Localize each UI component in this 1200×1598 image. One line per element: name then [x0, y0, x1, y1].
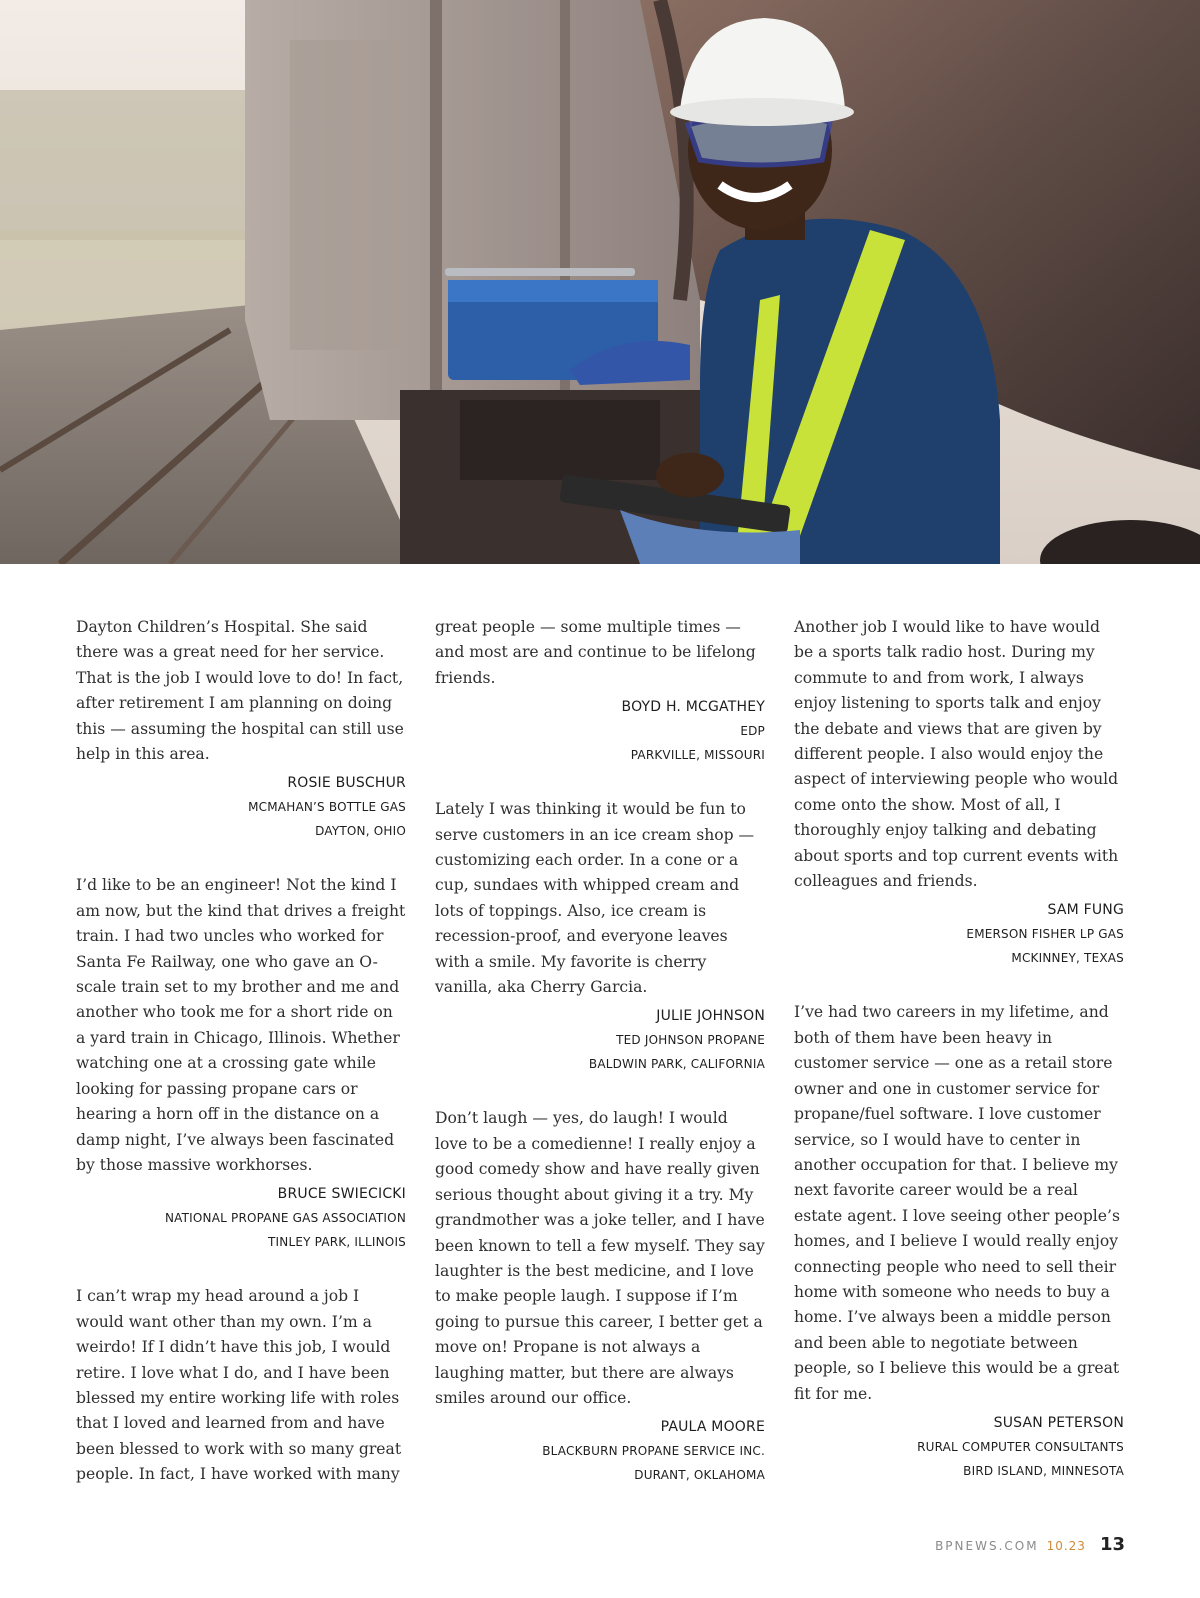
testimonial-entry	[76, 615, 406, 843]
byline	[76, 1182, 406, 1254]
byline	[794, 1411, 1124, 1483]
author-company: EDP	[740, 724, 765, 739]
testimonial-text: Another job I would like to have would be a sports talk radio host. During my commute to and from work, I always enjoy listening to sports talk and enjoy the debate and views that are given by different people. I also would enjoy the aspect of interviewing people who would come onto the show. Most of all, I thoroughly enjoy talking and debating about sports and top current events with colleagues and friends.	[794, 618, 1119, 891]
column-2	[435, 615, 765, 1517]
hero-photo-illustration	[0, 0, 1200, 564]
author-name: ROSIE BUSCHUR	[287, 775, 406, 792]
testimonial-text: I can’t wrap my head around a job I would want other than my own. I’m a weirdo! If I didn’t have this job, I would retire. I love what I do, and I have been blessed my entire working life with roles that I loved and learned from and have been blessed to work with so many great people. In fact, I have worked with many	[76, 1287, 402, 1484]
page-number: 13	[1099, 1534, 1125, 1555]
byline	[435, 1415, 765, 1487]
byline	[794, 898, 1124, 970]
testimonial-entry	[435, 1106, 765, 1487]
testimonial-entry	[76, 873, 406, 1254]
testimonial-text: I’ve had two careers in my lifetime, and both of them have been heavy in customer service — one as a retail store owner and one in customer service for propane/fuel software. I love customer service, so I would have to center in another occupation for that. I believe my next favorite career would be a real estate agent. I love seeing other people’s homes, and I believe I would really enjoy connecting people who need to sell their home with someone who needs to buy a home. I’ve always been a middle person and been able to negotiate between people, so I believe this would be a great fit for me.	[794, 1003, 1120, 1403]
testimonial-entry	[794, 615, 1124, 970]
author-location: DAYTON, OHIO	[315, 824, 406, 839]
hero-photo	[0, 0, 1200, 564]
author-name: BOYD H. MCGATHEY	[621, 699, 765, 716]
author-company: MCMAHAN’S BOTTLE GAS	[248, 800, 406, 815]
author-location: PARKVILLE, MISSOURI	[630, 748, 765, 763]
testimonial-text: I’d like to be an engineer! Not the kind I am now, but the kind that drives a freight train. I had two uncles who worked for Santa Fe Railway, one who gave an O-scale train set to my brother and me and another who took me for a short ride on a yard train in Chicago, Illinois. Whether watching one at a crossing gate while looking for passing propane cars or hearing a horn off in the distance on a damp night, I’ve always been fascinated by those massive workhorses.	[76, 876, 406, 1174]
column-3	[794, 615, 1124, 1513]
author-company: NATIONAL PROPANE GAS ASSOCIATION	[164, 1211, 406, 1226]
author-name: SAM FUNG	[1047, 902, 1124, 919]
author-location: BALDWIN PARK, CALIFORNIA	[588, 1057, 765, 1072]
byline	[435, 695, 765, 767]
author-location: BIRD ISLAND, MINNESOTA	[963, 1463, 1124, 1478]
issue-date: 10.23	[1046, 1539, 1086, 1553]
testimonial-text: Lately I was thinking it would be fun to serve customers in an ice cream shop — customizing each order. In a cone or a cup, sundaes with whipped cream and lots of toppings. Also, ice cream is recession-proof, and everyone leaves with a smile. My favorite is cherry vanilla, aka Cherry Garcia.	[435, 800, 755, 997]
author-name: BRUCE SWIECICKI	[277, 1186, 406, 1203]
testimonial-entry	[435, 797, 765, 1076]
testimonial-entry	[794, 1000, 1124, 1483]
author-company: BLACKBURN PROPANE SERVICE INC.	[542, 1444, 765, 1459]
author-location: DURANT, OKLAHOMA	[634, 1468, 765, 1483]
author-name: PAULA MOORE	[660, 1419, 765, 1436]
testimonial-text: Don’t laugh — yes, do laugh! I would love to be a comedienne! I really enjoy a good comedy show and have really given serious thought about giving it a try. My grandmother was a joke teller, and I have been known to tell a few myself. They say laughter is the best medicine, and I love to make people laugh. I suppose if I’m going to pursue this career, I better get a move on! Propane is not always a laughing matter, but there are always smiles around our office.	[435, 1109, 765, 1407]
page-folio	[935, 1534, 1125, 1555]
site-url: BPNEWS.COM	[935, 1539, 1039, 1553]
testimonial-entry	[76, 1284, 406, 1487]
author-company: TED JOHNSON PROPANE	[616, 1033, 765, 1048]
author-name: JULIE JOHNSON	[656, 1008, 765, 1025]
author-company: RURAL COMPUTER CONSULTANTS	[917, 1439, 1124, 1454]
author-location: TINLEY PARK, ILLINOIS	[268, 1235, 406, 1250]
column-1	[76, 615, 406, 1518]
testimonial-entry	[435, 615, 765, 767]
author-company: EMERSON FISHER LP GAS	[966, 927, 1124, 942]
testimonial-text: great people — some multiple times — and most are and continue to be lifelong friends.	[435, 618, 756, 687]
byline	[435, 1004, 765, 1076]
byline	[76, 771, 406, 843]
author-name: SUSAN PETERSON	[993, 1414, 1124, 1431]
testimonial-text: Dayton Children’s Hospital. She said there was a great need for her service. That is the job I would love to do! In fact, after retirement I am planning on doing this — assuming the hospital can still use help in this area.	[76, 618, 404, 764]
author-location: MCKINNEY, TEXAS	[1011, 951, 1124, 966]
